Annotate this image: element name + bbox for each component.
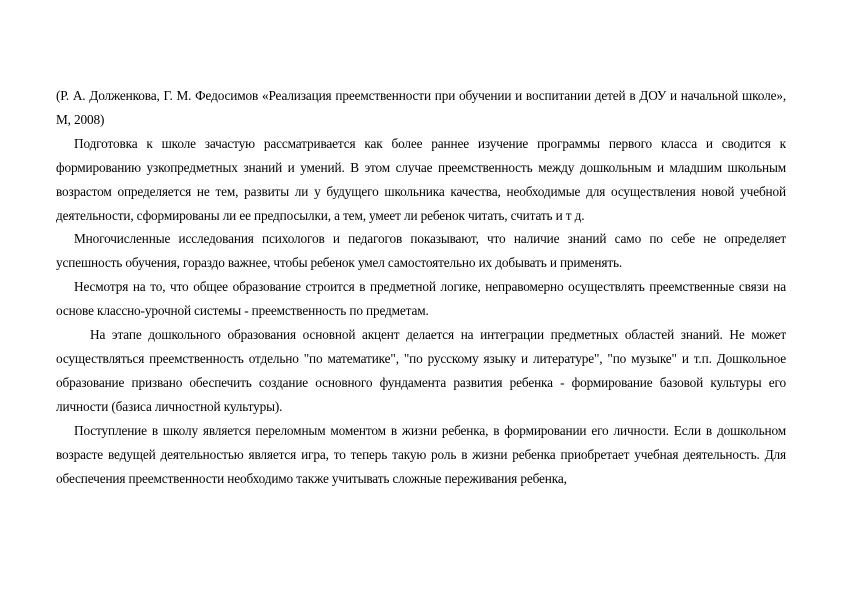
paragraph-school-preparation: Подготовка к школе зачастую рассматривается как более раннее изучение программы первого класса и сводится к формированию узкопредметных знаний и умений. В этом случае преемственность между дошкольным и младшим школьным возрастом определяется не тем, развиты ли у будущего школьника качества, необходимые для осуществления новой учебной деятельности, сформированы ли ее предпосылки, а тем, умеет ли ребенок читать, считать и т д.	[56, 135, 786, 223]
paragraph-research: Многочисленные исследования психологов и педагогов показывают, что наличие знаний само по себе не определяет успешность обучения, гораздо важнее, чтобы ребенок умел самостоятельно их добывать и применять.	[56, 231, 786, 271]
citation-paragraph: (Р. А. Долженкова, Г. М. Федосимов «Реализация преемственности при обучении и воспитании детей в ДОУ и начальной школе», М, 2008)	[56, 88, 786, 127]
paragraph-school-entry: Поступление в школу является переломным моментом в жизни ребенка, в формировании его личности. Если в дошкольном возрасте ведущей деятельностью является игра, то теперь такую роль в жизни ребенка приобретает учебная деятельность. Для обеспечения преемственности необходимо также учитывать сложные переживания ребенка,	[56, 422, 786, 486]
paragraph-preschool-integration: На этапе дошкольного образования основной акцент делается на интеграции предметных областей знаний. Не может осуществляться преемственность отдельно "по математике", "по русскому языку и литературе", "по музыке" и т.п. Дошкольное образование призвано обеспечить создание основного фундамента развития ребенка - формирование базовой культуры его личности (базиса личностной культуры).	[56, 327, 786, 414]
paragraph-subject-logic: Несмотря на то, что общее образование строится в предметной логике, неправомерно осуществлять преемственные связи на основе классно-урочной системы - преемственность по предметам.	[56, 279, 786, 319]
document-text	[56, 84, 786, 490]
